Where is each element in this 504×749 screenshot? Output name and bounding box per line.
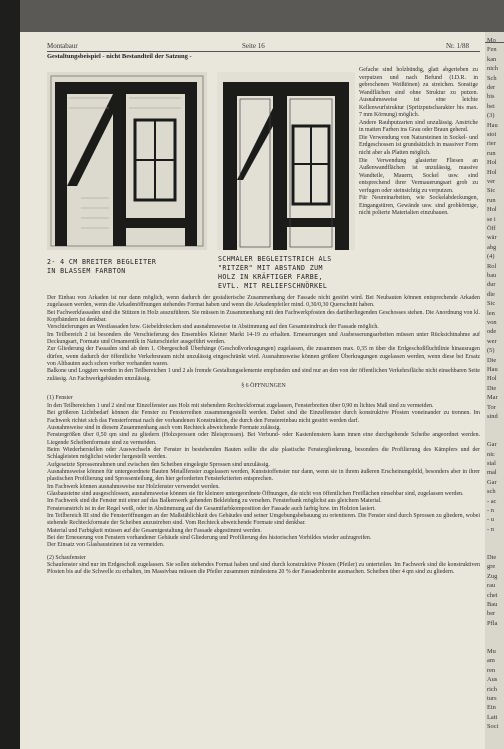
paragraph: Material und Farbigkeit müssen auf die Gesamtgestaltung der Fassade abgestimmt werden. <box>47 527 262 534</box>
adjacent-page-fragment: wer <box>487 337 497 345</box>
adjacent-page-fragment: Hol <box>487 159 497 167</box>
adjacent-page-fragment: Die <box>487 384 497 392</box>
paragraph: Im Teilbereich III sind die Fensteröffnungen an der Maßstäblichkeit des Gebäudes und seiner Umgebungsbebauung zu orientieren. Die Fenster sind durch Sprossen zu gliedern, wobei stehende Rechteckformate der Scheiben anzustreben sind. Vom Rechteck abweichende Formate sind denkbar. <box>47 512 480 527</box>
adjacent-page-fragment: nic <box>487 450 495 458</box>
scan-top-margin <box>20 0 504 32</box>
adjacent-page-fragment: Hol <box>487 375 497 383</box>
adjacent-page-fragment: bis <box>487 93 495 101</box>
adjacent-page-fragment: Aus <box>487 676 498 684</box>
paragraph: Im Fachwerk sind die Fenster mit einer auf das Balkenwerk gehenden Bekleidung zu versehen. Fensterbank möglichst aus gleichem Material. <box>47 498 382 505</box>
adjacent-page-fragment: Öff <box>487 225 496 232</box>
adjacent-page-fragment: se i <box>487 215 496 223</box>
paragraph: In den Teilbereichen 1 und 2 sind nur Einzelfenster aus Holz mit stehendem Rechteckformat zugelassen, Fensterbreiten über 0,90 m lichtes Maß sind zu vermeiden. <box>47 402 434 409</box>
main-text-body <box>47 295 480 577</box>
caption-left: 2- 4 CM BREITER BEGLEITER IN BLASSEM FARBTON <box>47 258 157 275</box>
adjacent-page-fragment: Gar <box>487 478 497 486</box>
paragraph: Schaufenster sind nur im Erdgeschoß zugelassen. Sie sollen stehendes Format haben und sind durch konstruktive Pfosten (Pfeiler) zu unterteilen. Im Fachwerk sind die konstruktiven Pfosten bis auf die Schwelle zu erhalten, im Massivbau müssen die Pfeiler zusammen mindestens 20 % der Fassadenbreite ausmachen. Scheiben über 4 qm sind zu gliedern. <box>47 562 480 576</box>
paragraph: Verschieferungen an Westfassaden bzw. Giebeldreiecken sind ausnahmsweise in Abstimmung auf den Gesamteindruck der Fassade möglich. <box>47 324 379 331</box>
adjacent-page-fragment: ver <box>487 178 496 185</box>
adjacent-page-fragment: - n <box>487 507 494 514</box>
adjacent-page-strip <box>485 32 504 749</box>
adjacent-page-fragment: Gar <box>487 441 497 449</box>
subsection-heading-schaufenster: (2) Schaufenster <box>47 554 86 561</box>
adjacent-page-fragment: gre <box>487 563 496 571</box>
background-edge <box>0 0 20 749</box>
paragraph: Zur Gliederung der Fassaden sind ab dem 1. Obergeschoß Überhänge (Geschoßvorkragungen) zugelassen, die zusammen max. 0,35 m über die Erdgeschoßfluchtlinie hinausragen dürfen, wenn dadurch der öffentliche Verkehrsraum nicht unzulässig eingeschränkt wird. Ausnahmsweise können größere Überkragungen zugelassen werden, wenn diese bei Ersatz von Altbauten auch schon vorher vorhanden waren. <box>47 346 480 368</box>
adjacent-page-fragment: Latt <box>487 713 498 721</box>
left-window-sketch <box>47 72 207 250</box>
adjacent-page-fragment: dur <box>487 281 496 289</box>
adjacent-page-fragment: stal <box>487 460 496 467</box>
caption-right: SCHMALER BEGLEITSTRICH ALS "RITZER" MIT ABSTAND ZUM HOLZ IN KRÄFTIGER FARBE, EVTL. MIT RELIEFSCHNÖRKEL <box>218 255 332 290</box>
adjacent-page-fragment: ber <box>487 610 496 618</box>
adjacent-page-fragment: Mo <box>487 37 496 44</box>
adjacent-page-fragment: Bau <box>487 601 498 608</box>
adjacent-page-fragment: mal <box>487 469 497 477</box>
adjacent-page-fragment: (5) <box>487 347 495 355</box>
paragraph: Im Teilbereich 2 ist besonders die Verschieferung des Ensembles Kleiner Markt 14-19 zu erhalten. Erneuerungen und Ausbesserungsarbeiten müssen unter Rücksichtnahme auf Deckungsart, Formate und Ornamentik in Naturschiefer ausgeführt werden. <box>47 331 480 346</box>
adjacent-page-fragment: Ein <box>487 704 496 712</box>
header-issue-number: Nr. 1/88 <box>446 42 469 50</box>
adjacent-page-fragment: Fen <box>487 46 497 54</box>
adjacent-page-fragment: sind <box>487 413 498 420</box>
adjacent-page-fragment: - ac <box>487 497 497 505</box>
paragraph: Balkone und Loggien werden in den Teilbereichen 1 und 2 als fremde Gestaltungselemente empfunden und sind nur an den von der öffentlichen Verkehrsfläche nicht einsehbaren Seite zulässig. An Fachwerkgebäuden unzulässig. <box>47 368 480 382</box>
subsection-heading-fenster: (1) Fenster <box>47 395 73 402</box>
adjacent-page-fragment: Zug <box>487 572 498 580</box>
adjacent-page-fragment: Die <box>487 356 497 364</box>
adjacent-page-fragment: abg <box>487 243 497 251</box>
adjacent-page-fragment: Die <box>487 554 497 561</box>
paragraph: Der Einsatz von Glasbausteinen ist zu vermeiden. <box>47 542 165 549</box>
adjacent-page-fragment: die <box>487 290 495 298</box>
paragraph: Aufgesetzte Sprossenrahmen und zwischen den Scheiben eingelegte Sprossen sind unzulässig. <box>47 461 270 468</box>
paragraph: Die Verwendung von Natursteinen in Sockel- und Erdgeschossen ist grundsätzlich in massiver Form nicht aber als Platten möglich. <box>359 134 478 157</box>
adjacent-page-fragment: bau <box>487 272 497 279</box>
paragraph: Bei Fachwerkfassaden sind die Stützen in Holz auszuführen. Sie müssen in Zusammenhang mit den Fachwerkpfosten des darüberliegenden Geschosses stehen. Die Anordnung von kl. Kopfbändern ist denkbar. <box>47 309 480 324</box>
adjacent-page-fragment: Hol <box>487 168 497 176</box>
adjacent-page-fragment: am <box>487 657 495 665</box>
adjacent-page-fragment: len <box>487 309 495 317</box>
paragraph: Andere Rauhputzarten sind unzulässig. Anstriche in matten Farben ins Grau oder Braun gehend. <box>359 119 478 134</box>
paragraph: Fenstergrößen über 0,50 qm sind zu gliedern (Holzsprossen oder Bleisprossen). Bei Verbund- oder Kastenfenstern kann innen eine durchgehende Scheibe angeordnet werden. Liegende Scheibenformate sind zu vermeiden. <box>47 432 480 446</box>
adjacent-page-fragment: Pfla <box>487 619 498 627</box>
paragraph: Fensteranstrich ist in der Regel weiß, oder in Abstimmung auf die Gesamtfarbkomposition der Fassade auch farbig bzw. im Holzton lasiert. <box>47 505 376 512</box>
adjacent-page-fragment: Hau <box>487 366 498 373</box>
adjacent-page-fragment: Hau <box>487 121 498 129</box>
adjacent-page-fragment: rau <box>487 582 496 590</box>
adjacent-page-fragment: Soci <box>487 723 499 731</box>
paragraph: Die Verwendung glasierter Fliesen an Außenwandflächen ist unzulässig, massive Wandteile, Mauern, Sockel usw. sind entsprechend ihrer Vermauerungsart grob zu verfugen oder steinsichtig zu verputzen. <box>359 157 478 194</box>
adjacent-page-fragment: Rol <box>487 262 497 270</box>
adjacent-page-fragment: - n <box>487 525 494 533</box>
paragraph: Im Fachwerk können ausnahmsweise nur Holzfenster verwendet werden. <box>47 483 220 490</box>
paragraph: Ausnahmweise sind in diesem Zusammenhang auch vom Rechteck abweichende Formate zulässig. <box>47 424 281 431</box>
adjacent-page-fragment: (4) <box>487 253 495 261</box>
header-page-number: Seite 16 <box>242 42 265 50</box>
header-left: Montabaur <box>47 42 78 50</box>
adjacent-page-fragment: ode <box>487 328 497 336</box>
paragraph: Ausnahmsweise können für untergeordnete Bauten Metallfenster zugelassen werden, Kunststoffenster nur dann, wenn sie in ihrem äußeren Erscheinungsbild, besonders aber in ihrer plastischen Profilierung und Sprossenteilung, den hier geforderten Fensterkriterien entsprechen. <box>47 468 480 483</box>
adjacent-page-fragment: Sic <box>487 300 496 308</box>
adjacent-page-fragment: der <box>487 84 496 91</box>
adjacent-page-fragment: rich <box>487 685 497 693</box>
adjacent-page-fragment: ren <box>487 666 496 674</box>
adjacent-page-fragment: Sic <box>487 187 496 195</box>
adjacent-page-fragment: von <box>487 319 497 326</box>
adjacent-page-fragment: bei <box>487 102 495 110</box>
adjacent-page-fragment: Sch <box>487 74 497 82</box>
document-page <box>20 32 485 749</box>
adjacent-page-fragment: Mar <box>487 394 498 402</box>
paragraph: Beim Wiederherstellen oder Auswechseln der Fenster in bestehenden Bauten sollte die alte plastische Fenstergliederung, besonders die Profilierung des Kämpfers und der Schlagleisten möglichst wieder hergestellt werden. <box>47 446 480 461</box>
adjacent-page-fragment: Hol <box>487 206 497 214</box>
adjacent-page-fragment: turs <box>487 695 497 702</box>
adjacent-page-fragment: wär <box>487 234 497 242</box>
paragraph: Bei der Erneuerung von Fenstern vorhandener Gebäude sind Gliederung und Profilierung des historischen Vorbildes wieder aufzugreifen. <box>47 535 372 541</box>
adjacent-page-fragment: run <box>487 149 496 157</box>
paragraph: Der Einbau von Arkaden ist nur dann möglich, wenn dadurch der gestalterische Zusammenhang der Fassade nicht gestört wird. Bei Neubauten können entsprechende Arkaden zugelassen werden, wenn die Arkadenöffnungen stehendes Format haben und wenn die Arkadenpfeiler mind. 0,30/0,30 Querschnitt haben. <box>47 295 480 309</box>
adjacent-page-fragment: kan <box>487 55 497 63</box>
adjacent-page-fragment: chei <box>487 591 498 599</box>
adjacent-page-fragment: nich <box>487 65 499 73</box>
adjacent-page-fragment: run <box>487 196 496 204</box>
paragraph: Für Neureinarbeiten, wie Sockelabdeckungen, Eingangstüren, Gewände usw. sind grobkörnige, nicht polierte Materialien einzubauen. <box>359 195 478 217</box>
right-text-column <box>359 67 478 218</box>
right-window-sketch <box>217 72 355 250</box>
adjacent-page-fragment: (3) <box>487 112 495 120</box>
paragraph: Glasbausteine sind ausgeschlossen, ausnahmsweise können sie für kleinere untergeordnete Öffnungen, die nicht von öffentlichen Freiflächen einsehbar sind, zugelassen werden. <box>47 490 464 497</box>
header-rule <box>47 51 480 52</box>
paragraph: Bei größeren Lichtbedarf können die Fenster zu Fensterreihen zusammengestellt werden. Dabei sind die Einzelfenster durch konstruktive Pfosten voneinander zu trennen. Im Fachwerk richtet sich das Fensterformat nach der vorhandenen Konstruktion, die durch den Fenstereinbau nicht gestört werden darf. <box>47 410 480 424</box>
adjacent-page-fragment: sch <box>487 488 496 496</box>
adjacent-page-fragment: stoi <box>487 131 497 138</box>
section-heading: § 6 ÖFFNUNGEN <box>241 383 286 390</box>
adjacent-page-fragment: Tor <box>487 403 496 411</box>
adjacent-page-fragment: rier <box>487 140 496 148</box>
adjacent-page-fragment: Mu <box>487 648 496 655</box>
adjacent-page-fragment: - u <box>487 516 494 524</box>
figure-subtitle: Gestaltungsbeispiel - nicht Bestandteil der Satzung - <box>47 53 192 60</box>
paragraph: Gefache sind holzbündig, glatt abgerieben zu verputzen und nach Befund (I.D.R. in gebrochenen Weißtönen) zu streichen. Sonstige Wandflächen sind ohne Struktur zu putzen. Ausnahmsweise ist eine leichte Kellenwurfstruktur (Spritzputscharakter bis max. 7 mm Körnung) möglich. <box>359 67 478 119</box>
